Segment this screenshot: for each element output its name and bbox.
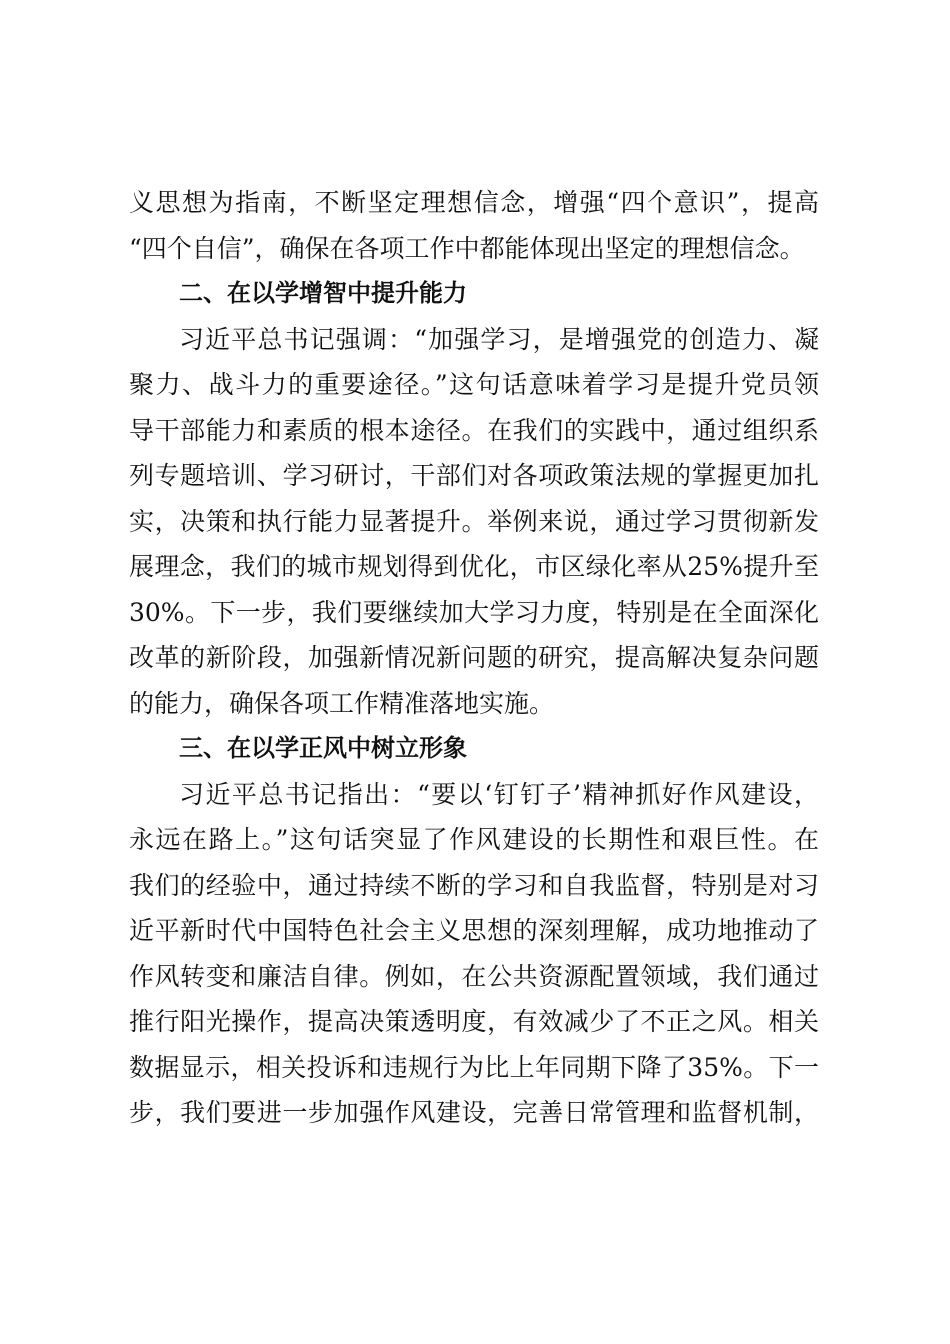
text-line: 永远在路上。”这句话突显了作风建设的长期性和艰巨性。在	[129, 825, 819, 854]
section-heading-2: 二、在以学增智中提升能力	[179, 279, 467, 307]
text-line: 展理念，我们的城市规划得到优化，市区绿化率从25%提升至	[129, 552, 819, 581]
text-line: 义思想为指南，不断坚定理想信念，增强“四个意识”，提高	[129, 188, 819, 217]
text-line: 近平新时代中国特色社会主义思想的深刻理解，成功地推动了	[129, 916, 819, 945]
document-body	[129, 180, 819, 1136]
paragraph-learning	[129, 317, 819, 727]
text-line: 列专题培训、学习研讨，干部们对各项政策法规的掌握更加扎	[129, 461, 819, 490]
paragraph-style	[129, 772, 819, 1136]
text-line: 我们的经验中，通过持续不断的学习和自我监督，特别是对习	[129, 870, 819, 900]
text-line: 作风转变和廉洁自律。例如，在公共资源配置领域，我们通过	[129, 961, 819, 991]
text-line: 实，决策和执行能力显著提升。举例来说，通过学习贯彻新发	[129, 506, 819, 536]
text-line: 步，我们要进一步加强作风建设，完善日常管理和监督机制，	[129, 1098, 819, 1127]
text-line: 推行阳光操作，提高决策透明度，有效减少了不正之风。相关	[129, 1007, 819, 1036]
text-line: 数据显示，相关投诉和违规行为比上年同期下降了35%。下一	[129, 1052, 819, 1082]
text-line: 改革的新阶段，加强新情况新问题的研究，提高解决复杂问题	[129, 643, 819, 672]
text-line: 30%。下一步，我们要继续加大学习力度，特别是在全面深化	[129, 597, 819, 627]
paragraph-continuation	[129, 180, 819, 271]
text-line: 聚力、战斗力的重要途径。”这句话意味着学习是提升党员领	[129, 370, 819, 399]
text-line: 的能力，确保各项工作精准落地实施。	[129, 688, 555, 718]
section-heading-3: 三、在以学正风中树立形象	[179, 734, 467, 762]
text-line: “四个自信”，确保在各项工作中都能体现出坚定的理想信念。	[129, 233, 805, 263]
text-line: 导干部能力和素质的根本途径。在我们的实践中，通过组织系	[129, 415, 819, 445]
text-line: 习近平总书记强调：“加强学习，是增强党的创造力、凝	[179, 324, 819, 354]
text-line: 习近平总书记指出：“要以‘钉钉子’精神抓好作风建设，	[179, 779, 819, 809]
